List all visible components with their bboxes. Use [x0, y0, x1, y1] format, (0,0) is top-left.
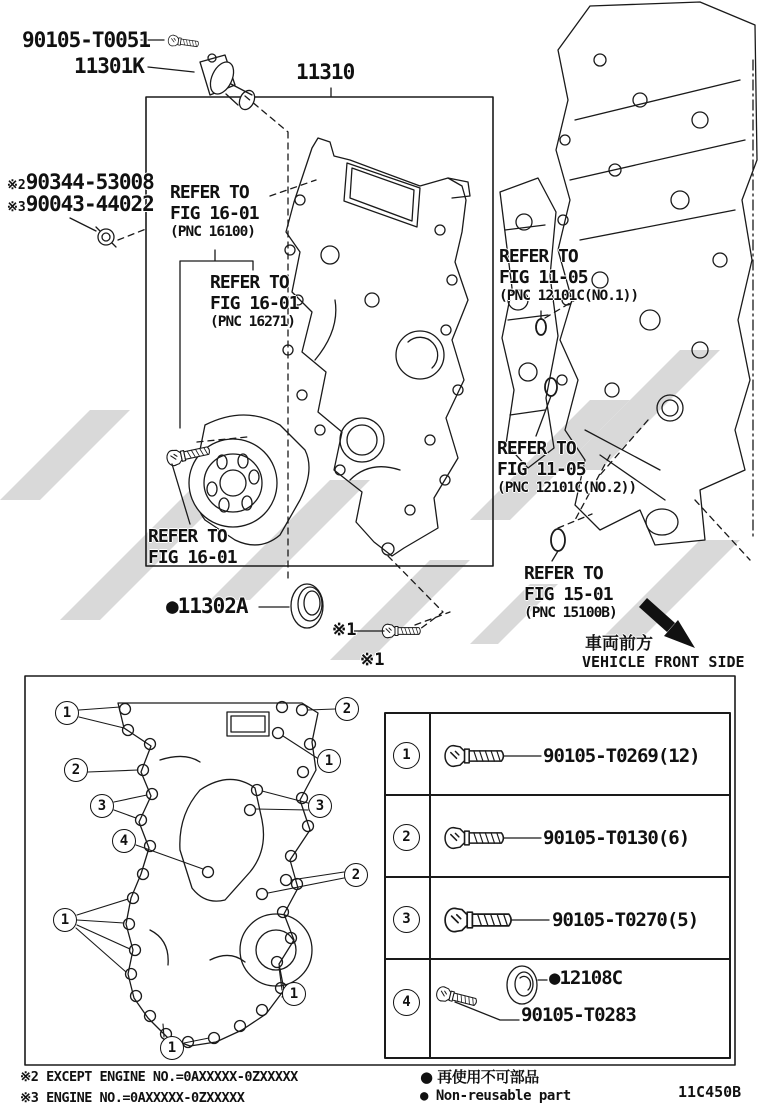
- grommet-alt1-prefix: ※2: [7, 178, 26, 193]
- label-oil-seal: [166, 594, 248, 618]
- gasket-callout: 1: [53, 908, 77, 932]
- grommet-alt1-number: 90344-53008: [25, 170, 154, 194]
- gasket-callout: 3: [90, 794, 114, 818]
- label-timing-cover: 11310: [296, 60, 355, 84]
- grommet-alt2-number: 90043-44022: [25, 192, 154, 216]
- refer-line2: FIG 11-05: [499, 267, 588, 289]
- footnote-engine-except: ※2 EXCEPT ENGINE NO.=0AXXXXX-0ZXXXXX: [20, 1069, 298, 1085]
- non-reusable-marker: ●: [549, 967, 560, 989]
- vehicle-front-label-en: VEHICLE FRONT SIDE: [582, 653, 745, 671]
- refer-line2: FIG 16-01: [170, 203, 259, 225]
- label-sensor: 11301K: [74, 54, 144, 78]
- camshaft-sensor-drawing: [168, 35, 258, 112]
- footnote-reuse-en: ● Non-reusable part: [420, 1088, 571, 1104]
- refer-line1: REFER TO: [210, 272, 289, 293]
- refer-line2: FIG 11-05: [497, 459, 586, 481]
- label-grommet-alt1: [7, 170, 154, 194]
- label-sensor-bolt: 90105-T0051: [22, 28, 151, 52]
- refer-note-fig11-05-no1: [499, 246, 638, 304]
- refer-line1: REFER TO: [148, 526, 227, 547]
- label-grommet-alt2: [7, 192, 154, 216]
- refer-line1: REFER TO: [497, 438, 576, 459]
- grommet-alt2-prefix: ※3: [7, 200, 26, 215]
- gasket-callout: 1: [317, 749, 341, 773]
- refer-note-fig11-05-no2: [497, 438, 636, 496]
- footnote-reuse-jp: ● 再使用不可部品: [420, 1068, 539, 1086]
- watermark-logo: [0, 350, 740, 660]
- gasket-callout: 2: [335, 697, 359, 721]
- gasket-callout: 3: [308, 794, 332, 818]
- seal-number: 11302A: [177, 594, 248, 618]
- refer-note-fig16-01-pnc16100: [170, 182, 259, 240]
- label-ref-bolt-note1: ※1: [332, 620, 357, 640]
- refer-line2: FIG 16-01: [148, 547, 237, 569]
- gasket-callout: 1: [160, 1036, 184, 1060]
- gasket-callout: 1: [282, 982, 306, 1006]
- oil-seal-drawing: [291, 584, 323, 628]
- non-reusable-marker: ●: [166, 594, 178, 618]
- gasket-callout: 2: [344, 863, 368, 887]
- refer-line3: (PNC 15100B): [524, 605, 617, 622]
- refer-line1: REFER TO: [524, 563, 603, 584]
- table-part-4b: 90105-T0283: [521, 1004, 636, 1026]
- table-callout-2: 2: [393, 824, 420, 851]
- vehicle-front-label-jp: 車両前方: [585, 634, 653, 654]
- grommet-drawing: [96, 227, 116, 247]
- figure-code: 11C450B: [678, 1083, 742, 1101]
- refer-line3: (PNC 16271): [210, 314, 296, 331]
- refer-line3: (PNC 12101C(NO.2)): [497, 480, 637, 497]
- refer-line3: (PNC 12101C(NO.1)): [499, 288, 639, 305]
- label-diagram-note1: ※1: [360, 650, 385, 670]
- refer-note-fig16-01-pump: [148, 526, 237, 568]
- refer-line2: FIG 15-01: [524, 584, 613, 606]
- table-callout-1: 1: [393, 742, 420, 769]
- table-part-2: 90105-T0130(6): [543, 827, 690, 849]
- table-callout-3: 3: [393, 906, 420, 933]
- refer-note-fig15-01: [524, 563, 617, 621]
- refer-line3: (PNC 16100): [170, 224, 256, 241]
- table-part-3: 90105-T0270(5): [552, 909, 699, 931]
- gasket-callout: 2: [64, 758, 88, 782]
- table-part-4a: [549, 967, 622, 989]
- gasket-callout: 1: [55, 701, 79, 725]
- footnote-engine: ※3 ENGINE NO.=0AXXXXX-0ZXXXXX: [20, 1090, 245, 1106]
- table-part-1: 90105-T0269(12): [543, 745, 700, 767]
- refer-line2: FIG 16-01: [210, 293, 299, 315]
- gasket-callout: 4: [112, 829, 136, 853]
- timing-cover-drawing: [283, 138, 470, 556]
- refer-line1: REFER TO: [499, 246, 578, 267]
- refer-note-fig16-01-pnc16271: [210, 272, 299, 330]
- part-number: 12108C: [559, 967, 623, 989]
- table-callout-4: 4: [393, 989, 420, 1016]
- refer-line1: REFER TO: [170, 182, 249, 203]
